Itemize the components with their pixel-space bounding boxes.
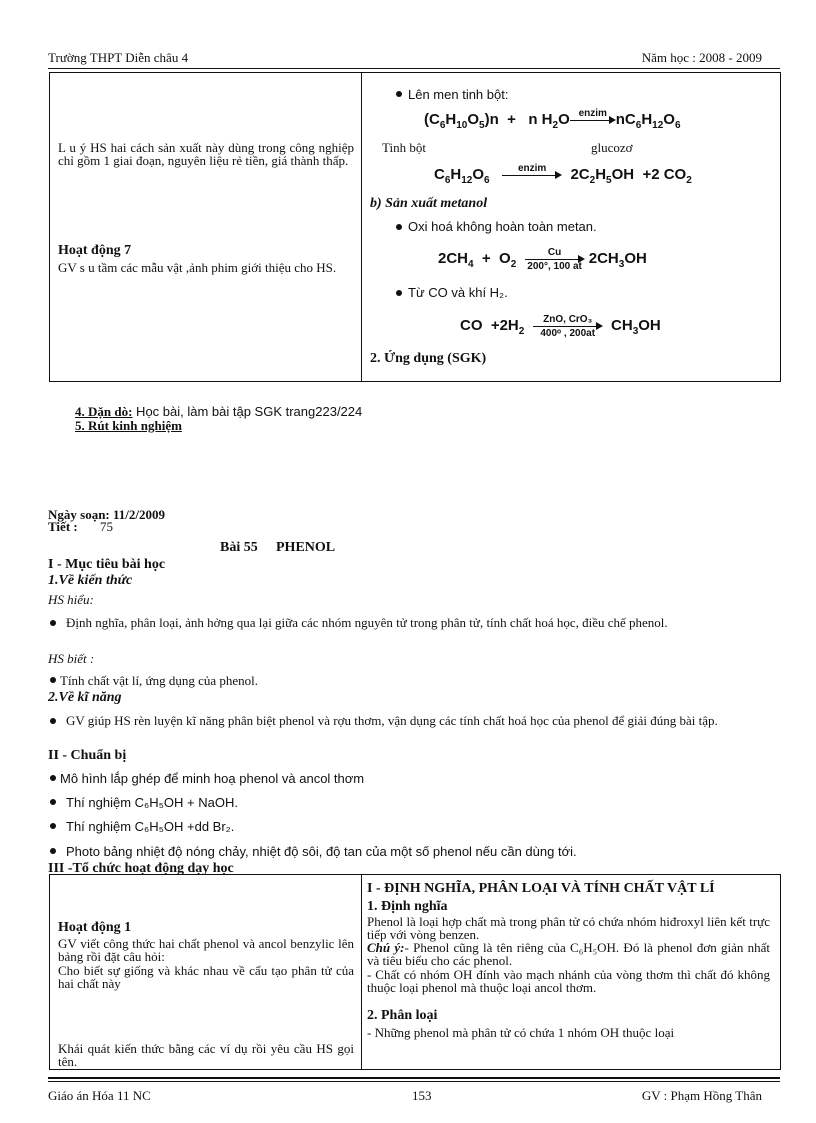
bullet-icon: [50, 677, 56, 683]
classification-text: - Những phenol mà phân tử có chứa 1 nhóm OH thuộc loại: [367, 1025, 675, 1040]
reaction-arrow-icon: enzim: [502, 166, 562, 184]
page-number: 153: [412, 1088, 432, 1103]
table1-left-cell: [50, 73, 361, 381]
knowledge-heading: 1.Về kiến thức: [48, 573, 133, 588]
school-name: Trường THPT Diễn châu 4: [48, 50, 189, 65]
footer-teacher: GV : Phạm Hồng Thân: [641, 1088, 762, 1103]
equation-fermentation: $(C_6H_{10}O_5)n + n$ $H_2O$ enzim $nC_6H_{12}O_6$: [424, 108, 681, 131]
goals-heading: I - Mục tiêu bài học: [48, 557, 166, 572]
prep-heading: II - Chuẩn bị: [48, 748, 127, 763]
footer-course: Giáo án Hóa 11 NC: [48, 1088, 151, 1103]
section-heading: I - ĐỊNH NGHĨA, PHÂN LOẠI VÀ TÍNH CHẤT VẬT LÍ: [367, 881, 715, 896]
hs-understand: HS hiểu:: [48, 592, 94, 607]
skills-heading: 2.Về kĩ năng: [48, 690, 122, 705]
lesson-number: Bài 55: [220, 540, 258, 555]
organize-heading: III -Tổ chức hoạt động dạy học: [48, 861, 234, 876]
table2-right-cell: [362, 875, 780, 1069]
bullet-icon: [396, 290, 402, 296]
note-text-2: - Chất có nhóm OH đính vào mạch nhánh của vòng thơm thì chất đó không thuộc loại phenol mà thuộc loại ancol thơm.: [367, 967, 770, 995]
experience-heading: 5. Rút kinh nghiệm: [75, 418, 182, 433]
prep-item-3: Thí nghiệm C₆H₅OH +dd Br₂.: [66, 819, 235, 834]
definition-text: Phenol là loại hợp chất mà trong phân tử có chứa nhóm hiđroxyl liên kết trực tiếp với vòng benzen.: [367, 914, 770, 942]
equation-glucose: $C_6H_{12}O_6$ enzim $2C_2H_5OH +2$ $CO_2$: [434, 163, 692, 186]
school-year: Năm học : 2008 - 2009: [641, 50, 762, 65]
period-label: Tiết :: [48, 519, 78, 534]
reaction-arrow-icon: enzim: [570, 111, 616, 129]
note-text: Chú ý:- Phenol cũng là tên riêng của C₆H₅OH. Đó là phenol đơn giản nhất và tiêu biểu cho các phenol.: [367, 940, 771, 968]
classification-heading: 2. Phân loại: [367, 1008, 438, 1023]
application-heading: 2. Ứng dụng (SGK): [370, 351, 487, 366]
bullet-icon: [50, 799, 56, 805]
bullet-icon: [50, 823, 56, 829]
activity-1-title: Hoạt động 1: [58, 920, 132, 935]
methanol-title: b) Sản xuất metanol: [370, 196, 488, 211]
activity-1-summary: Khái quát kiến thức bằng các ví dụ rồi yêu cầu HS gọi tên.: [58, 1041, 354, 1069]
activity-1-text: GV viết công thức hai chất phenol và ancol benzylic lên bảng rồi đặt câu hỏi:: [58, 936, 354, 964]
equation-methane: $2CH_4 + O_2$ $\frac{Cu}{200^\circ, 100 at}$ $2CH_3OH$: [438, 244, 647, 274]
footer-rule: [48, 1077, 780, 1079]
table2-left-cell: [50, 875, 361, 1069]
lesson-title: PHENOL: [276, 540, 336, 555]
table1-right-cell: [362, 73, 780, 381]
understand-item: Định nghĩa, phân loại, ảnh hởng qua lại giữa các nhóm nguyên tử trong phân tử, tính chất hoá học, điều chế phenol.: [66, 615, 668, 630]
oxidation-label: Oxi hoá không hoàn toàn metan.: [408, 219, 597, 234]
bullet-icon: [396, 91, 402, 97]
activity-7-text: GV s u tầm các mẫu vật ,ảnh phim giới thiệu cho HS.: [58, 260, 337, 275]
prep-date: Ngày soạn: 11/2/2009: [48, 507, 166, 522]
equation-co: CO $+2H_2$ ZnO, CrO₃ 400ᵒ , 200at $CH_3OH$: [460, 311, 661, 341]
prep-item-1: Mô hình lắp ghép để minh hoạ phenol và ancol thơm: [60, 771, 365, 786]
hs-know: HS biết :: [48, 651, 95, 666]
activity-table-1: [49, 72, 781, 382]
bullet-icon: [50, 848, 56, 854]
production-note: L u ý HS hai cách sản xuất này dùng trong công nghiệp chỉ gồm 1 giai đoạn, nguyên liệu rẻ tiền, giá thành thấp.: [58, 140, 354, 168]
reaction-arrow-icon: ZnO, CrO₃ 400ᵒ , 200at: [533, 311, 603, 341]
fermentation-label: Lên men tinh bột:: [408, 87, 509, 102]
activity-1-question: Cho biết sự giống và khác nhau về cấu tạo phân tử của hai chất này: [58, 963, 354, 991]
prep-item-2: Thí nghiệm C₆H₅OH + NaOH.: [66, 795, 238, 810]
header-rule: [48, 68, 780, 69]
know-item: Tính chất vật lí, ứng dụng của phenol.: [60, 673, 259, 688]
period-number: 75: [100, 519, 113, 534]
definition-heading: 1. Định nghĩa: [367, 899, 448, 914]
footer-rule-thin: [48, 1081, 780, 1082]
homework: 4. Dặn dò: Học bài, làm bài tập SGK trang223/224: [75, 404, 363, 419]
bullet-icon: [396, 224, 402, 230]
activity-7-title: Hoạt động 7: [58, 243, 132, 258]
prep-item-4: Photo bảng nhiệt độ nóng chảy, nhiệt độ sôi, độ tan của một số phenol nếu cần dùng tới.: [66, 844, 577, 859]
skills-item: GV giúp HS rèn luyện kĩ năng phân biệt phenol và rợu thơm, vận dụng các tính chất hoá học của phenol để giải đúng bài tập.: [66, 713, 718, 728]
starch-label: Tinh bột: [382, 140, 426, 155]
co-label: Từ CO và khí H₂.: [408, 285, 508, 300]
activity-table-2: [49, 874, 781, 1070]
glucose-label: glucozơ: [591, 140, 633, 155]
reaction-arrow-icon: $\frac{Cu}{200^\circ, 100 at}$: [525, 244, 585, 274]
bullet-icon: [50, 775, 56, 781]
